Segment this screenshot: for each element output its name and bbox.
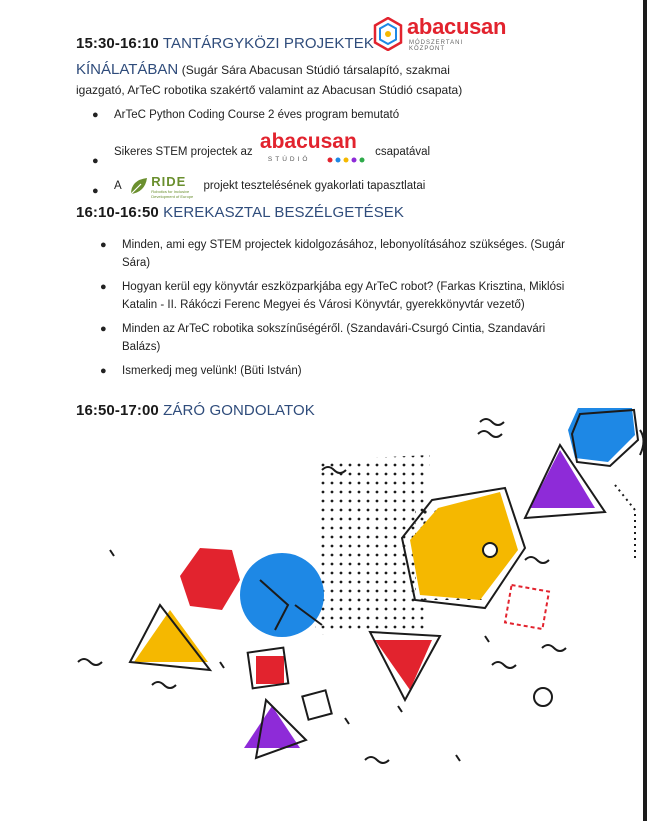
abacusan-studio-logo	[259, 129, 368, 168]
item-text-after: csapatával	[375, 146, 431, 158]
item-text-before: A	[114, 180, 122, 192]
geometric-decoration	[60, 400, 647, 821]
red-square	[256, 656, 284, 684]
list-item	[100, 362, 570, 380]
item-text: Minden, ami egy STEM projectek kidolgozásához, lebonyolításához szükséges. (Sugár Sára)	[122, 239, 565, 269]
section1-list	[92, 106, 514, 202]
section3-title: ZÁRÓ GONDOLATOK	[163, 402, 315, 419]
ride-logo-sub: Robotics for Inclusive Development of Europe	[151, 188, 194, 199]
bullet-icon: ●	[92, 109, 99, 121]
item-text: Minden az ArTeC robotika sokszínűségéről. (Szandavári-Csurgó Cintia, Szandavári Balázs)	[122, 323, 546, 353]
section1-title: TANTÁRGYKÖZI PROJEKTEK	[162, 35, 374, 52]
abacusan-studio-sub: STÚDIÓ	[267, 155, 311, 163]
section1-title-cont: KÍNÁLATÁBAN	[76, 61, 179, 78]
section2-title: KEREKASZTAL BESZÉLGETÉSEK	[163, 204, 405, 221]
bullet-icon: ●	[100, 239, 107, 251]
list-item	[100, 278, 570, 314]
dotted-line	[615, 485, 635, 560]
list-item	[100, 236, 570, 272]
item-text: Ismerkedj meg velünk! (Büti István)	[122, 365, 302, 377]
bullet-icon: ●	[92, 185, 99, 197]
small-circle	[483, 543, 497, 557]
item-text-before: Sikeres STEM projectek az	[114, 146, 253, 158]
ride-leaf-icon	[129, 176, 149, 196]
blue-circle	[240, 553, 324, 637]
bullet-icon: ●	[100, 365, 107, 377]
red-hexagon	[180, 548, 240, 610]
section1-heading	[76, 35, 374, 52]
bullet-icon: ●	[100, 323, 107, 335]
abacusan-logo	[373, 14, 507, 52]
bullet-icon: ●	[92, 155, 99, 167]
abacusan-logo-subtitle: MÓDSZERTANI KÖZPONT	[409, 40, 464, 52]
list-item	[92, 172, 514, 202]
small-circle	[534, 688, 552, 706]
ride-logo-word: RIDE	[151, 173, 187, 189]
ride-logo	[127, 174, 197, 198]
section2-list	[100, 236, 570, 380]
red-dashed-square	[505, 585, 549, 629]
abacusan-logo-word: abacusan	[407, 14, 507, 39]
blue-hexagon	[568, 408, 635, 462]
square-outline	[302, 690, 331, 719]
list-item	[100, 320, 570, 356]
item-text: ArTeC Python Coding Course 2 éves program bemutató	[114, 109, 400, 121]
item-text-after: projekt tesztelésének gyakorlati tapasztlatai	[203, 180, 426, 192]
item-text: Hogyan kerül egy könyvtár eszközparkjába egy ArTeC robot? (Farkas Krisztina, Miklósi Katalin - II. Rákóczi Ferenc Megyei és Városi Könyvtár, gyerekkönyvtár vezető)	[122, 281, 565, 311]
section1-description: (Sugár Sára Abacusan Stúdió társalapító, szakmai igazgató, ArTeC robotika szakértő valamint az Abacusan Stúdió csapata)	[76, 63, 463, 97]
section2-time: 16:10-16:50	[76, 204, 159, 221]
list-item	[92, 129, 514, 172]
abacusan-hex-icon	[373, 17, 403, 51]
section3-time: 16:50-17:00	[76, 402, 159, 419]
section2-heading	[76, 204, 404, 221]
section1-intro	[76, 60, 496, 100]
bullet-icon: ●	[100, 281, 107, 293]
abacusan-studio-word: abacusan	[259, 129, 357, 153]
colored-dots-icon	[326, 156, 366, 164]
arc-mark	[640, 430, 644, 455]
section1-time: 15:30-16:10	[76, 35, 159, 52]
